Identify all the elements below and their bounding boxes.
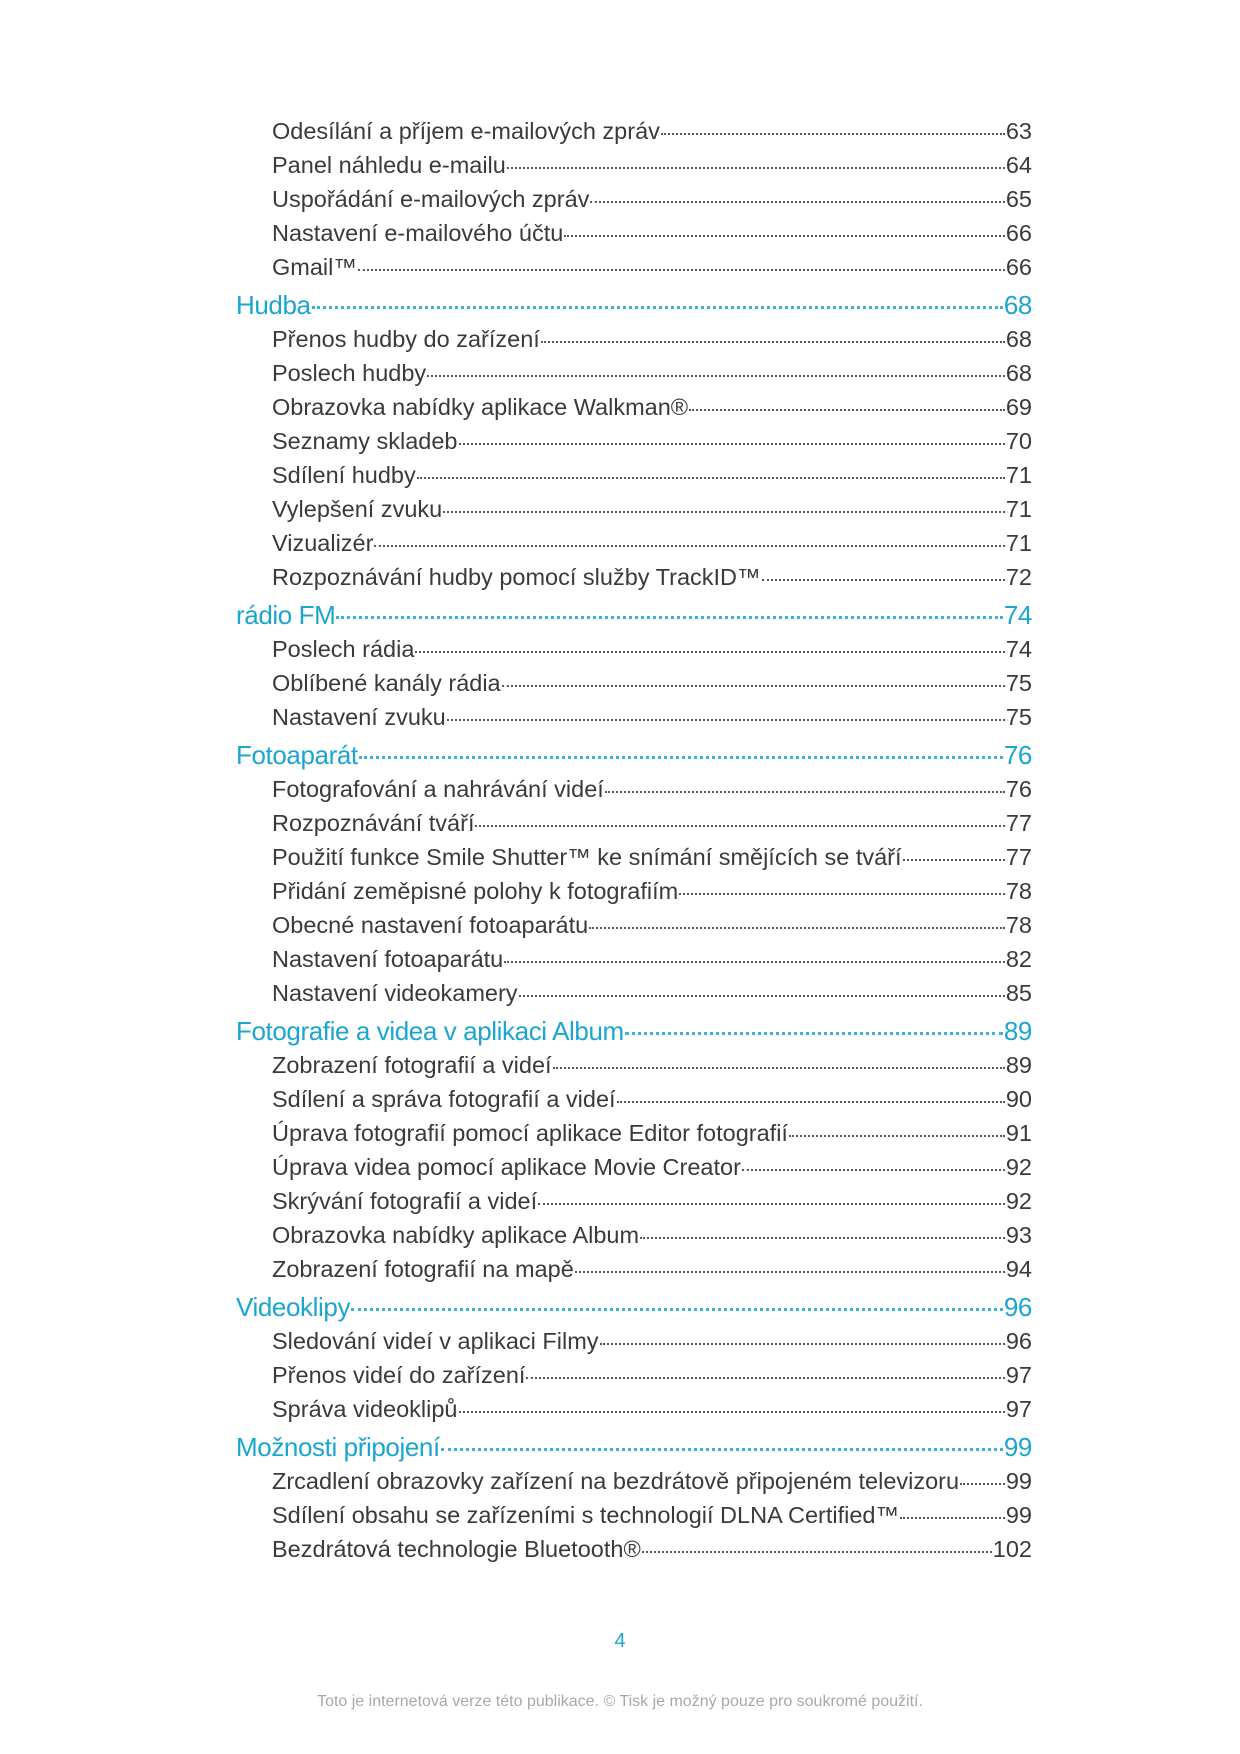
dot-leader [441, 1448, 1003, 1451]
toc-entry-title: Správa videoklipů [272, 1396, 458, 1422]
dot-leader [415, 651, 1004, 653]
dot-leader [960, 1483, 1005, 1485]
toc-entry-title: Panel náhledu e-mailu [272, 152, 506, 178]
toc-section-entry[interactable] [236, 1358, 1032, 1392]
toc-entry-page: 77 [1005, 810, 1032, 836]
toc-chapter-entry[interactable] [236, 1290, 1032, 1324]
dot-leader [742, 1169, 1005, 1171]
toc-entry-page: 75 [1005, 704, 1032, 730]
dot-leader [502, 685, 1005, 687]
toc-section-entry[interactable] [236, 1324, 1032, 1358]
toc-entry-title: Oblíbené kanály rádia [272, 670, 501, 696]
toc-section-entry[interactable] [236, 216, 1032, 250]
toc-entry-page: 76 [1003, 740, 1032, 770]
dot-leader [459, 1411, 1005, 1413]
toc-entry-title: Rozpoznávání hudby pomocí služby TrackID™ [272, 564, 761, 590]
toc-entry-title: Obrazovka nabídky aplikace Album [272, 1222, 640, 1248]
toc-entry-title: Uspořádání e-mailových zpráv [272, 186, 590, 212]
toc-entry-title: Sdílení obsahu se zařízeními s technologií DLNA Certified™ [272, 1502, 899, 1528]
dot-leader [575, 1271, 1005, 1273]
toc-entry-title: Odesílání a příjem e-mailových zpráv [272, 118, 660, 144]
toc-entry-page: 102 [992, 1536, 1032, 1562]
toc-entry-page: 97 [1005, 1362, 1032, 1388]
toc-entry-title: Vylepšení zvuku [272, 496, 443, 522]
toc-entry-title: Úprava fotografií pomocí aplikace Editor fotografií [272, 1120, 788, 1146]
toc-section-entry[interactable] [236, 1048, 1032, 1082]
toc-section-entry[interactable] [236, 250, 1032, 284]
toc-entry-title: Vizualizér [272, 530, 374, 556]
toc-entry-title: rádio FM [236, 600, 336, 630]
dot-leader [519, 995, 1005, 997]
toc-entry-page: 66 [1005, 254, 1032, 280]
toc-entry-title: Bezdrátová technologie Bluetooth® [272, 1536, 641, 1562]
toc-section-entry[interactable] [236, 390, 1032, 424]
dot-leader [789, 1135, 1005, 1137]
toc-section-entry[interactable] [236, 1116, 1032, 1150]
toc-entry-title: Skrývání fotografií a videí [272, 1188, 538, 1214]
dot-leader [541, 341, 1005, 343]
dot-leader [443, 511, 1005, 513]
toc-section-entry[interactable] [236, 840, 1032, 874]
dot-leader [358, 269, 1005, 271]
toc-entry-page: 65 [1005, 186, 1032, 212]
dot-leader [427, 375, 1005, 377]
dot-leader [336, 616, 1002, 619]
toc-entry-page: 99 [1005, 1502, 1032, 1528]
toc-section-entry[interactable] [236, 560, 1032, 594]
toc-entry-title: Sdílení hudby [272, 462, 416, 488]
toc-entry-page: 85 [1005, 980, 1032, 1006]
toc-section-entry[interactable] [236, 772, 1032, 806]
toc-entry-title: Gmail™ [272, 254, 357, 280]
toc-entry-page: 96 [1005, 1328, 1032, 1354]
toc-entry-page: 78 [1005, 878, 1032, 904]
toc-section-entry[interactable] [236, 1150, 1032, 1184]
toc-entry-page: 99 [1005, 1468, 1032, 1494]
toc-entry-title: Nastavení videokamery [272, 980, 518, 1006]
toc-section-entry[interactable] [236, 114, 1032, 148]
toc-entry-page: 71 [1005, 530, 1032, 556]
toc-entry-page: 76 [1005, 776, 1032, 802]
dot-leader [590, 201, 1004, 203]
toc-entry-page: 71 [1005, 462, 1032, 488]
toc-entry-title: Obrazovka nabídky aplikace Walkman® [272, 394, 689, 420]
dot-leader [564, 235, 1005, 237]
toc-entry-page: 71 [1005, 496, 1032, 522]
toc-entry-title: Úprava videa pomocí aplikace Movie Creator [272, 1154, 741, 1180]
footer-note: Toto je internetová verze této publikace. © Tisk je možný pouze pro soukromé použití. [317, 1693, 923, 1710]
dot-leader [459, 443, 1005, 445]
toc-entry-page: 99 [1003, 1432, 1032, 1462]
toc-entry-page: 72 [1005, 564, 1032, 590]
toc-section-entry[interactable] [236, 356, 1032, 390]
toc-entry-page: 94 [1005, 1256, 1032, 1282]
toc-section-entry[interactable] [236, 424, 1032, 458]
toc-section-entry[interactable] [236, 1392, 1032, 1426]
toc-entry-title: Fotografie a videa v aplikaci Album [236, 1016, 624, 1046]
toc-section-entry[interactable] [236, 1464, 1032, 1498]
toc-section-entry[interactable] [236, 182, 1032, 216]
toc-section-entry[interactable] [236, 806, 1032, 840]
dot-leader [625, 1032, 1003, 1035]
dot-leader [600, 1343, 1005, 1345]
toc-entry-page: 74 [1005, 636, 1032, 662]
toc-chapter-entry[interactable] [236, 738, 1032, 772]
toc-entry-page: 96 [1003, 1292, 1032, 1322]
toc-entry-page: 68 [1005, 360, 1032, 386]
dot-leader [900, 1517, 1005, 1519]
dot-leader [617, 1101, 1005, 1103]
toc-entry-title: Fotoaparát [236, 740, 358, 770]
toc-entry-title: Přenos videí do zařízení [272, 1362, 526, 1388]
toc-entry-page: 68 [1003, 290, 1032, 320]
dot-leader [526, 1377, 1004, 1379]
dot-leader [903, 859, 1005, 861]
dot-leader [447, 719, 1005, 721]
toc-entry-page: 90 [1005, 1086, 1032, 1112]
toc-section-entry[interactable] [236, 458, 1032, 492]
toc-entry-title: Nastavení zvuku [272, 704, 446, 730]
toc-entry-page: 75 [1005, 670, 1032, 696]
toc-entry-title: Fotografování a nahrávání videí [272, 776, 604, 802]
toc-section-entry[interactable] [236, 1498, 1032, 1532]
dot-leader [507, 167, 1005, 169]
dot-leader [642, 1551, 992, 1553]
dot-leader [359, 756, 1003, 759]
dot-leader [374, 545, 1004, 547]
toc-entry-title: Přidání zeměpisné polohy k fotografiím [272, 878, 679, 904]
toc-entry-page: 92 [1005, 1154, 1032, 1180]
toc-section-entry[interactable] [236, 1082, 1032, 1116]
toc-entry-page: 93 [1005, 1222, 1032, 1248]
dot-leader [312, 306, 1003, 309]
toc-section-entry[interactable] [236, 908, 1032, 942]
page-number: 4 [614, 1630, 626, 1652]
toc-entry-title: Použití funkce Smile Shutter™ ke snímání smějících se tváří [272, 844, 902, 870]
toc-entry-title: Rozpoznávání tváří [272, 810, 475, 836]
toc-entry-title: Obecné nastavení fotoaparátu [272, 912, 589, 938]
toc-section-entry[interactable] [236, 700, 1032, 734]
toc-entry-page: 68 [1005, 326, 1032, 352]
toc-section-entry[interactable] [236, 148, 1032, 182]
toc-entry-page: 82 [1005, 946, 1032, 972]
toc-chapter-entry[interactable] [236, 1014, 1032, 1048]
dot-leader [689, 409, 1005, 411]
dot-leader [589, 927, 1005, 929]
toc-entry-page: 97 [1005, 1396, 1032, 1422]
toc-entry-page: 92 [1005, 1188, 1032, 1214]
toc-entry-title: Přenos hudby do zařízení [272, 326, 540, 352]
toc-section-entry[interactable] [236, 1532, 1032, 1566]
toc-entry-page: 89 [1003, 1016, 1032, 1046]
toc-section-entry[interactable] [236, 322, 1032, 356]
toc-entry-page: 89 [1005, 1052, 1032, 1078]
toc-section-entry[interactable] [236, 1252, 1032, 1286]
toc-section-entry[interactable] [236, 1218, 1032, 1252]
toc-entry-title: Zrcadlení obrazovky zařízení na bezdrátově připojeném televizoru [272, 1468, 960, 1494]
dot-leader [538, 1203, 1005, 1205]
toc-entry-page: 78 [1005, 912, 1032, 938]
dot-leader [640, 1237, 1005, 1239]
toc-section-entry[interactable] [236, 526, 1032, 560]
toc-entry-page: 69 [1005, 394, 1032, 420]
toc-section-entry[interactable] [236, 942, 1032, 976]
dot-leader [679, 893, 1005, 895]
toc-chapter-entry[interactable] [236, 598, 1032, 632]
toc-section-entry[interactable] [236, 492, 1032, 526]
toc-entry-title: Sdílení a správa fotografií a videí [272, 1086, 616, 1112]
toc-section-entry[interactable] [236, 632, 1032, 666]
dot-leader [417, 477, 1005, 479]
table-of-contents [236, 114, 1032, 1566]
toc-entry-title: Zobrazení fotografií na mapě [272, 1256, 574, 1282]
dot-leader [661, 133, 1005, 135]
toc-entry-page: 70 [1005, 428, 1032, 454]
toc-section-entry[interactable] [236, 1184, 1032, 1218]
toc-section-entry[interactable] [236, 976, 1032, 1010]
toc-entry-title: Zobrazení fotografií a videí [272, 1052, 552, 1078]
dot-leader [762, 579, 1005, 581]
dot-leader [605, 791, 1005, 793]
toc-entry-page: 74 [1003, 600, 1032, 630]
toc-chapter-entry[interactable] [236, 1430, 1032, 1464]
toc-entry-title: Poslech rádia [272, 636, 415, 662]
toc-entry-page: 64 [1005, 152, 1032, 178]
dot-leader [504, 961, 1005, 963]
toc-entry-page: 91 [1005, 1120, 1032, 1146]
toc-entry-page: 63 [1005, 118, 1032, 144]
toc-entry-page: 66 [1005, 220, 1032, 246]
toc-entry-title: Nastavení e-mailového účtu [272, 220, 564, 246]
toc-entry-page: 77 [1005, 844, 1032, 870]
toc-entry-title: Hudba [236, 290, 311, 320]
toc-section-entry[interactable] [236, 874, 1032, 908]
dot-leader [553, 1067, 1005, 1069]
toc-entry-title: Seznamy skladeb [272, 428, 458, 454]
toc-entry-title: Poslech hudby [272, 360, 427, 386]
toc-entry-title: Videoklipy [236, 1292, 351, 1322]
dot-leader [351, 1308, 1003, 1311]
toc-entry-title: Možnosti připojení [236, 1432, 440, 1462]
dot-leader [475, 825, 1004, 827]
toc-section-entry[interactable] [236, 666, 1032, 700]
toc-chapter-entry[interactable] [236, 288, 1032, 322]
toc-entry-title: Nastavení fotoaparátu [272, 946, 504, 972]
toc-entry-title: Sledování videí v aplikaci Filmy [272, 1328, 599, 1354]
